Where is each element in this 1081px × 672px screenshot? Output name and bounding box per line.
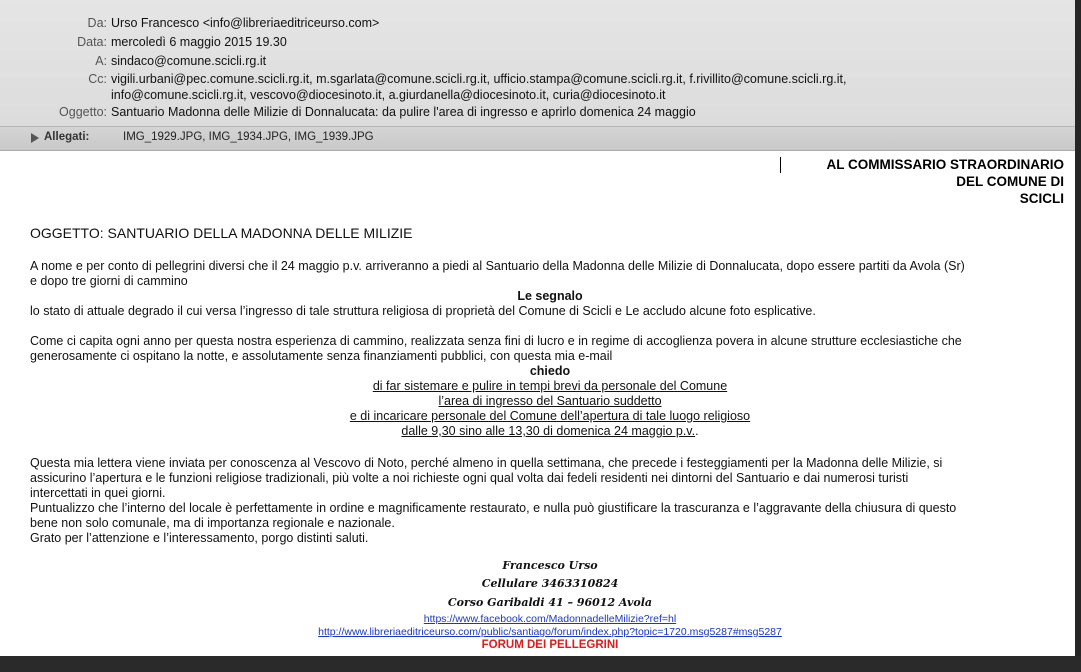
paragraph-1-line-1: A nome e per conto di pellegrini diversi che il 24 maggio p.v. arriveranno a piedi al Santuario della Madonna delle Milizie di Donnalucata, dopo essere partiti da Avola (Sr) (30, 259, 965, 273)
signature-phone: Cellulare 3463310824 (481, 577, 619, 590)
text-cursor (780, 157, 781, 173)
paragraph-3-line-1: Questa mia lettera viene inviata per conoscenza al Vescovo di Noto, perché almeno in quella settimana, che precede i festeggiamenti per la Madonna delle Milizie, si (30, 456, 943, 470)
letter-subject: OGGETTO: SANTUARIO DELLA MADONNA DELLE MILIZIE (30, 225, 413, 241)
subject-label: Oggetto: (59, 105, 107, 119)
subject-value: Santuario Madonna delle Milizie di Donnalucata: da pulire l'area di ingresso e aprirlo domenica 24 maggio (111, 105, 696, 119)
request-line-2: l’area di ingresso del Santuario suddetto (438, 394, 662, 408)
segnalo-heading: Le segnalo (517, 289, 583, 303)
paragraph-4-line-2: bene non solo comunale, ma di importanza regionale e nazionale. (30, 516, 395, 530)
attachments-label: Allegati: (44, 131, 90, 143)
paragraph-1-line-3: lo stato di attuale degrado il cui versa l’ingresso di tale struttura religiosa di proprietà del Comune di Scicli e Le accludo alcune foto esplicative. (30, 304, 816, 318)
chiedo-heading: chiedo (529, 364, 571, 378)
disclosure-triangle-icon[interactable] (31, 133, 39, 143)
to-label: A: (95, 54, 107, 68)
addressee-line-1: AL COMMISSARIO STRAORDINARIO (826, 157, 1064, 172)
from-label: Da: (87, 16, 107, 30)
from-value[interactable]: Urso Francesco <info@libreriaeditriceurso.com> (111, 16, 380, 30)
to-value[interactable]: sindaco@comune.scicli.rg.it (111, 54, 267, 68)
facebook-link[interactable]: https://www.facebook.com/MadonnadelleMilizie?ref=hl (423, 613, 677, 625)
addressee-line-3: SCICLI (1019, 191, 1064, 206)
closing-line: Grato per l’attenzione e l’interessamento, porgo distinti saluti. (30, 531, 369, 545)
request-line-1: di far sistemare e pulire in tempi brevi da personale del Comune (372, 379, 728, 393)
window-shadow-bottom (0, 656, 1081, 672)
cc-label: Cc: (88, 72, 107, 86)
signature-name: Francesco Urso (502, 559, 598, 572)
request-line-4-text: dalle 9,30 sino alle 13,30 di domenica 24 maggio p.v. (401, 424, 696, 438)
paragraph-1-line-2: e dopo tre giorni di cammino (30, 274, 188, 288)
window-shadow-right (1075, 0, 1081, 672)
date-label: Data: (77, 35, 107, 49)
request-line-3: e di incaricare personale del Comune dell’apertura di tale luogo religioso (349, 409, 751, 423)
signature-address: Corso Garibaldi 41 – 96012 Avola (447, 596, 653, 609)
forum-link[interactable]: http://www.libreriaeditriceurso.com/public/santiago/forum/index.php?topic=1720.msg5287#msg5287 (318, 626, 782, 638)
paragraph-3-line-2: assicurino l’apertura e le funzioni religiose tradizionali, più volte a noi richieste ogni qual volta dai fedeli residenti nei dintorni del Santuario e dai numerosi turisti (30, 471, 909, 485)
paragraph-4-line-1: Puntualizzo che l’interno del locale è perfettamente in ordine e magnificamente restaurato, e nulla può giustificare la trascuranza e l’aggravante della chiusura di questo (30, 501, 957, 515)
request-line-4 (30, 424, 1070, 438)
paragraph-2-line-2: generosamente ci ospitano la notte, e assolutamente senza finanziamenti pubblici, con questa mia e-mail (30, 349, 613, 363)
paragraph-2-line-1: Come ci capita ogni anno per questa nostra esperienza di cammino, realizzata senza fini di lucro e in regime di accoglienza povera in alcune strutture ecclesiastiche che (30, 334, 962, 348)
request-line-4-tail: . (695, 424, 699, 438)
cc-value-line2[interactable]: info@comune.scicli.rg.it, vescovo@diocesinoto.it, a.giurdanella@diocesinoto.it, curia@diocesinoto.it (111, 88, 666, 102)
attachments-files[interactable]: IMG_1929.JPG, IMG_1934.JPG, IMG_1939.JPG (123, 131, 374, 143)
addressee-line-2: DEL COMUNE DI (956, 174, 1064, 189)
forum-title: FORUM DEI PELLEGRINI (481, 639, 619, 651)
message-header (0, 0, 1075, 126)
attachments-bar[interactable] (0, 126, 1075, 151)
cc-value-line1[interactable]: vigili.urbani@pec.comune.scicli.rg.it, m.sgarlata@comune.scicli.rg.it, ufficio.stampa@comune.scicli.rg.it, f.rivillito@comune.scicli.rg.it, (111, 72, 847, 86)
date-value: mercoledì 6 maggio 2015 19.30 (111, 35, 287, 49)
paragraph-3-line-3: intercettati in quei giorni. (30, 486, 166, 500)
